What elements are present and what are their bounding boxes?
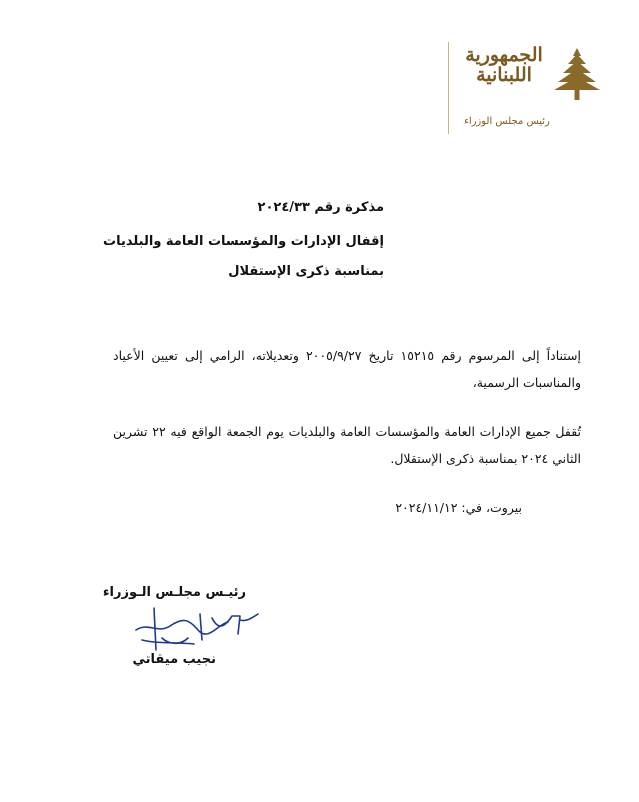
memo-number: مذكرة رقم ٢٠٢٤/٣٣ (257, 200, 384, 215)
body-paragraph-2: تُقفل جميع الإدارات العامة والمؤسسات العامة والبلديات يوم الجمعة الواقع فيه ٢٢ تشرين الثاني ٢٠٢٤ بمناسبة ذكرى الإستقلال. (113, 424, 582, 466)
body-paragraph-1: إستناداً إلى المرسوم رقم ١٥٢١٥ تاريخ ٢٠٠٥/٩/٢٧ وتعديلاته، الرامي إلى تعيين الأعياد والمناسبات الرسمية، (113, 348, 581, 390)
letterhead-name-line1: الجمهورية (465, 44, 543, 66)
date-line: بيروت، في: ٢٠٢٤/١١/١٢ (395, 500, 522, 515)
handwritten-signature (128, 600, 268, 660)
letterhead-name (458, 46, 550, 86)
cedar-icon (553, 46, 601, 102)
letterhead-divider (448, 42, 449, 134)
memo-subject: إقفال الإدارات والمؤسسات العامة والبلديات (103, 234, 384, 249)
memo-occasion: بمناسبة ذكرى الإستقلال (228, 264, 384, 279)
letterhead-office: رئيس مجلس الوزراء (464, 116, 550, 127)
signatory-name: نجيب ميقاتي (132, 652, 216, 667)
letterhead-name-line2: اللبنانية (476, 63, 532, 86)
signatory-title: رئيـس مجلـس الـوزراء (102, 585, 246, 600)
